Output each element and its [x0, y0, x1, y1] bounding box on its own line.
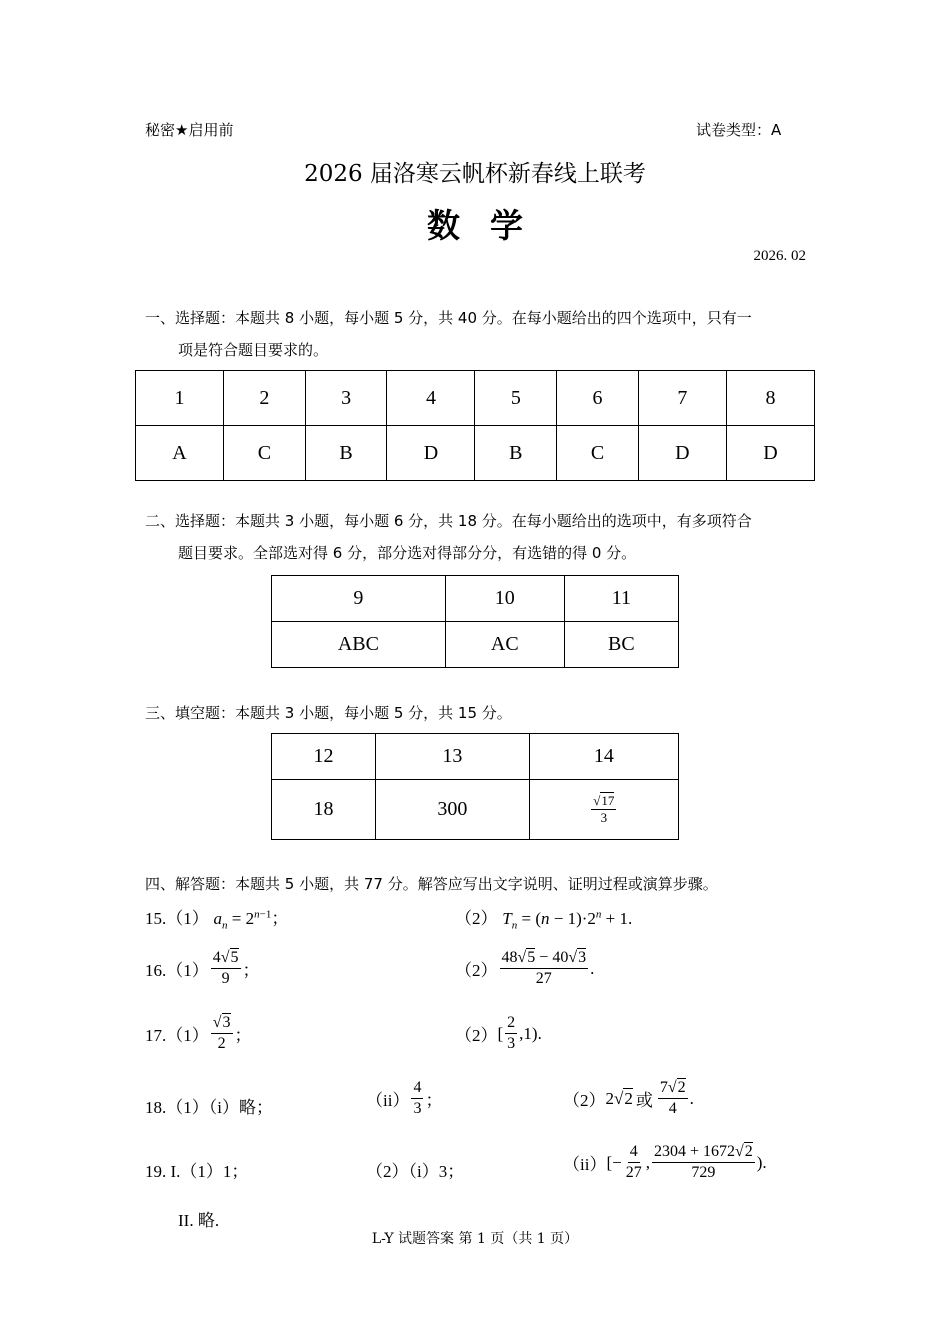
table-cell: 1	[136, 371, 224, 426]
table-cell: 4	[387, 371, 475, 426]
table-cell: 6	[557, 371, 639, 426]
table-cell: 300	[376, 780, 530, 840]
table-cell: A	[136, 426, 224, 481]
table-cell	[529, 780, 678, 840]
table-cell: D	[638, 426, 726, 481]
q16-part2: （2） $\frac{48√5 - 40√3}{27}$ .	[455, 949, 595, 987]
fraction: $\frac{4}{27}$	[625, 1143, 642, 1181]
section4-heading: 四、解答题：本题共 5 小题，共 77 分。解答应写出文字说明、证明过程或演算步骤。	[145, 875, 718, 893]
fraction: $\frac{√3}{2}$	[212, 1014, 231, 1052]
q18-part2: （2） 2√2 或 $\frac{7√2}{4}$ .	[563, 1079, 694, 1117]
q17-part1: 17.（1） $\frac{√3}{2}$ ；	[145, 1014, 252, 1052]
fraction: $\frac{48√5 - 40√3}{27}$	[501, 949, 587, 987]
table-cell: 18	[272, 780, 376, 840]
table-cell: C	[224, 426, 306, 481]
table-cell: BC	[564, 622, 678, 668]
table-cell: C	[557, 426, 639, 481]
table-cell: 9	[272, 576, 446, 622]
fraction: $\frac{√17}{3}$	[593, 793, 615, 825]
table-cell: 5	[475, 371, 557, 426]
table-cell: B	[475, 426, 557, 481]
q19-part1: 19. I.（1）1；	[145, 1162, 249, 1181]
table-cell: 7	[638, 371, 726, 426]
q16-part1: 16.（1） $\frac{4√5}{9}$ ；	[145, 949, 260, 987]
fraction: $\frac{4√5}{9}$	[212, 949, 239, 987]
table-cell: 3	[305, 371, 387, 426]
table-cell: ABC	[272, 622, 446, 668]
table-cell: 2	[224, 371, 306, 426]
fraction: $\frac{2}{3}$	[507, 1014, 516, 1052]
q19-part2-i: （2）（i）3；	[366, 1162, 465, 1181]
subject-title: 数学	[427, 206, 553, 245]
table-cell: B	[305, 426, 387, 481]
q18-part1-ii: （ii） $\frac{4}{3}$ ；	[366, 1079, 443, 1117]
table-cell: 11	[564, 576, 678, 622]
fraction: $\frac{4}{3}$	[413, 1079, 422, 1117]
table-cell: D	[726, 426, 814, 481]
table-cell: 8	[726, 371, 814, 426]
section2-answer-table	[271, 575, 679, 668]
table-cell: 14	[529, 734, 678, 780]
paper-type: 试卷类型：A	[696, 121, 782, 139]
section3-heading: 三、填空题：本题共 3 小题，每小题 5 分，共 15 分。	[145, 704, 512, 722]
section3-answer-table	[271, 733, 679, 840]
fraction: $\frac{2304 + 1672√2}{729}$	[653, 1143, 753, 1181]
q15-part2: （2） $T_n = (n - 1)\cdot 2^n + 1$.	[455, 908, 633, 932]
section1-heading-cont: 项是符合题目要求的。	[178, 341, 329, 359]
fraction: $\frac{7√2}{4}$	[659, 1079, 686, 1117]
section1-answer-table	[135, 370, 815, 481]
exam-date: 2026. 02	[753, 248, 806, 264]
table-cell: 13	[376, 734, 530, 780]
q19-part-ii: II. 略.	[178, 1211, 220, 1230]
section1-heading: 一、选择题：本题共 8 小题，每小题 5 分，共 40 分。在每小题给出的四个选项中，只有一	[145, 309, 752, 327]
page-footer: L-Y 试题答案 第 1 页（共 1 页）	[371, 1231, 579, 1247]
section2-heading-cont: 题目要求。全部选对得 6 分，部分选对得部分分，有选错的得 0 分。	[178, 544, 637, 562]
section2-heading: 二、选择题：本题共 3 小题，每小题 6 分，共 18 分。在每小题给出的选项中，有多项符合	[145, 512, 752, 530]
q17-part2: （2） [ $\frac{2}{3}$ ,1) .	[455, 1014, 542, 1052]
table-cell: D	[387, 426, 475, 481]
table-cell: 10	[445, 576, 564, 622]
exam-title: 2026 届洛寒云帆杯新春线上联考	[304, 161, 646, 187]
table-cell: 12	[272, 734, 376, 780]
q18-part1: 18.（1）（i）略；	[145, 1098, 273, 1117]
table-cell: AC	[445, 622, 564, 668]
q15-part1: 15.（1） $a_n = 2^{n-1}$；	[145, 908, 289, 932]
secret-label: 秘密★启用前	[145, 121, 234, 139]
q19-part2-ii: （ii） [− $\frac{4}{27}$ , $\frac{2304 + 1672√2}{729}$ ).	[563, 1143, 767, 1181]
